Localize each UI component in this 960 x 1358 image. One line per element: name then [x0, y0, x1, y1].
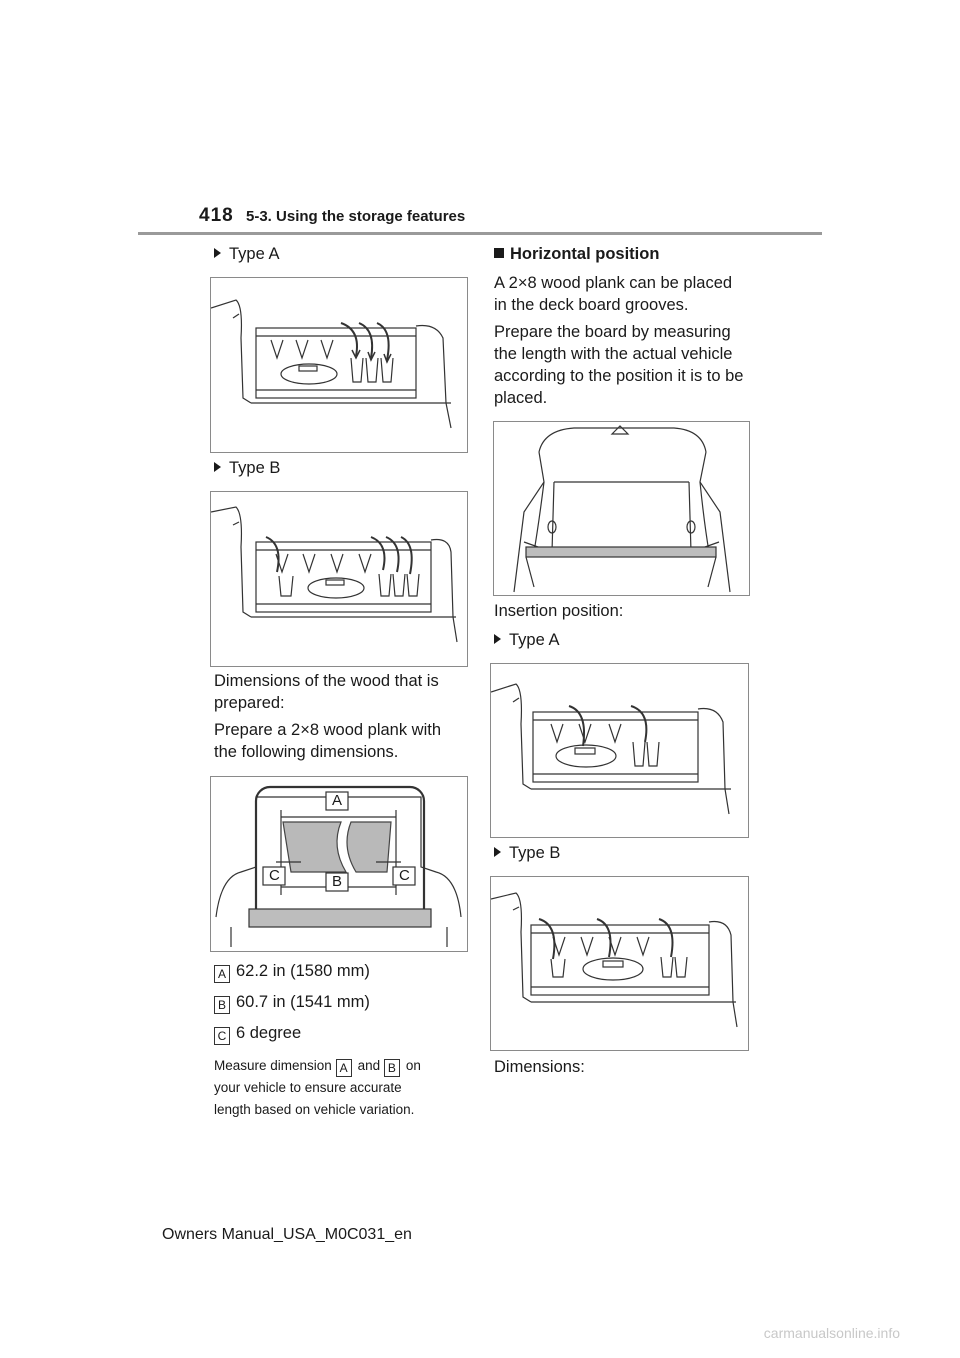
- right-type-b-label: Type B: [509, 844, 561, 862]
- marker-c: C: [214, 1027, 230, 1045]
- dim-c-row: [214, 1022, 301, 1045]
- dim-c-value: 6 degree: [236, 1024, 302, 1042]
- note-line-3: length based on vehicle variation.: [214, 1102, 415, 1117]
- fig-label-c-right: C: [399, 867, 410, 884]
- dim-a-row: [214, 960, 370, 983]
- right-para-2: Prepare the board by measuring the length with the actual vehicle according to the position it is to be placed.: [494, 323, 744, 407]
- truck-bed-illustration: [211, 492, 467, 666]
- dim-b-value: 60.7 in (1541 mm): [236, 993, 370, 1011]
- fig-label-a: A: [332, 792, 343, 809]
- figure-plank-dimensions: [210, 776, 468, 952]
- triangle-bullet-icon: [494, 847, 501, 857]
- square-bullet-icon: [494, 248, 504, 258]
- marker-b: B: [214, 996, 230, 1014]
- marker-a-inline: A: [336, 1059, 352, 1077]
- note-line-2: your vehicle to ensure accurate: [214, 1080, 402, 1095]
- figure-type-b-vertical: [210, 491, 468, 667]
- truck-rear-illustration: [494, 422, 749, 595]
- type-a-label: Type A: [229, 245, 280, 263]
- note-and: and: [357, 1058, 381, 1073]
- fig-label-c-left: C: [269, 867, 280, 884]
- section-title: 5-3. Using the storage features: [246, 208, 466, 225]
- dim-b-row: [214, 991, 370, 1014]
- header-rule: [138, 232, 822, 235]
- figure-insertion-type-a: [490, 663, 749, 838]
- note-line-1: [214, 1055, 464, 1077]
- watermark: carmanualsonline.info: [763, 1325, 900, 1341]
- right-type-a-label: Type A: [509, 631, 560, 649]
- note-post: on: [405, 1058, 421, 1073]
- truck-bed-illustration: [491, 877, 748, 1050]
- type-b-label: Type B: [229, 459, 281, 477]
- figure-insertion-type-b: [490, 876, 749, 1051]
- horizontal-heading: [494, 243, 659, 265]
- fig-label-b: B: [332, 873, 343, 890]
- marker-b-inline: B: [384, 1059, 400, 1077]
- note-pre: Measure dimension: [214, 1058, 332, 1073]
- figure-horizontal-position: [493, 421, 750, 596]
- insertion-label: Insertion position:: [494, 602, 624, 620]
- truck-bed-illustration: [491, 664, 748, 837]
- right-type-b-heading: [494, 842, 560, 864]
- manual-id: Owners Manual_USA_M0C031_en: [162, 1226, 412, 1243]
- right-para-1: A 2×8 wood plank can be placed in the deck board grooves.: [494, 274, 733, 314]
- heading-text: Horizontal position: [510, 245, 660, 263]
- type-b-heading: [214, 457, 280, 479]
- triangle-bullet-icon: [214, 248, 221, 258]
- right-type-a-heading: [494, 629, 559, 651]
- prepare-text: Prepare a 2×8 wood plank with the following dimensions.: [214, 721, 442, 761]
- dimensions-intro: Dimensions of the wood that is prepared:: [214, 672, 439, 712]
- dimensions-label: Dimensions:: [494, 1058, 585, 1076]
- triangle-bullet-icon: [494, 634, 501, 644]
- truck-bed-illustration: [211, 278, 467, 452]
- triangle-bullet-icon: [214, 462, 221, 472]
- dim-a-value: 62.2 in (1580 mm): [236, 962, 370, 980]
- type-a-heading: [214, 243, 279, 265]
- marker-a: A: [214, 965, 230, 983]
- measure-note: [214, 1055, 464, 1121]
- figure-type-a-vertical: [210, 277, 468, 453]
- page-number: 418: [199, 205, 234, 226]
